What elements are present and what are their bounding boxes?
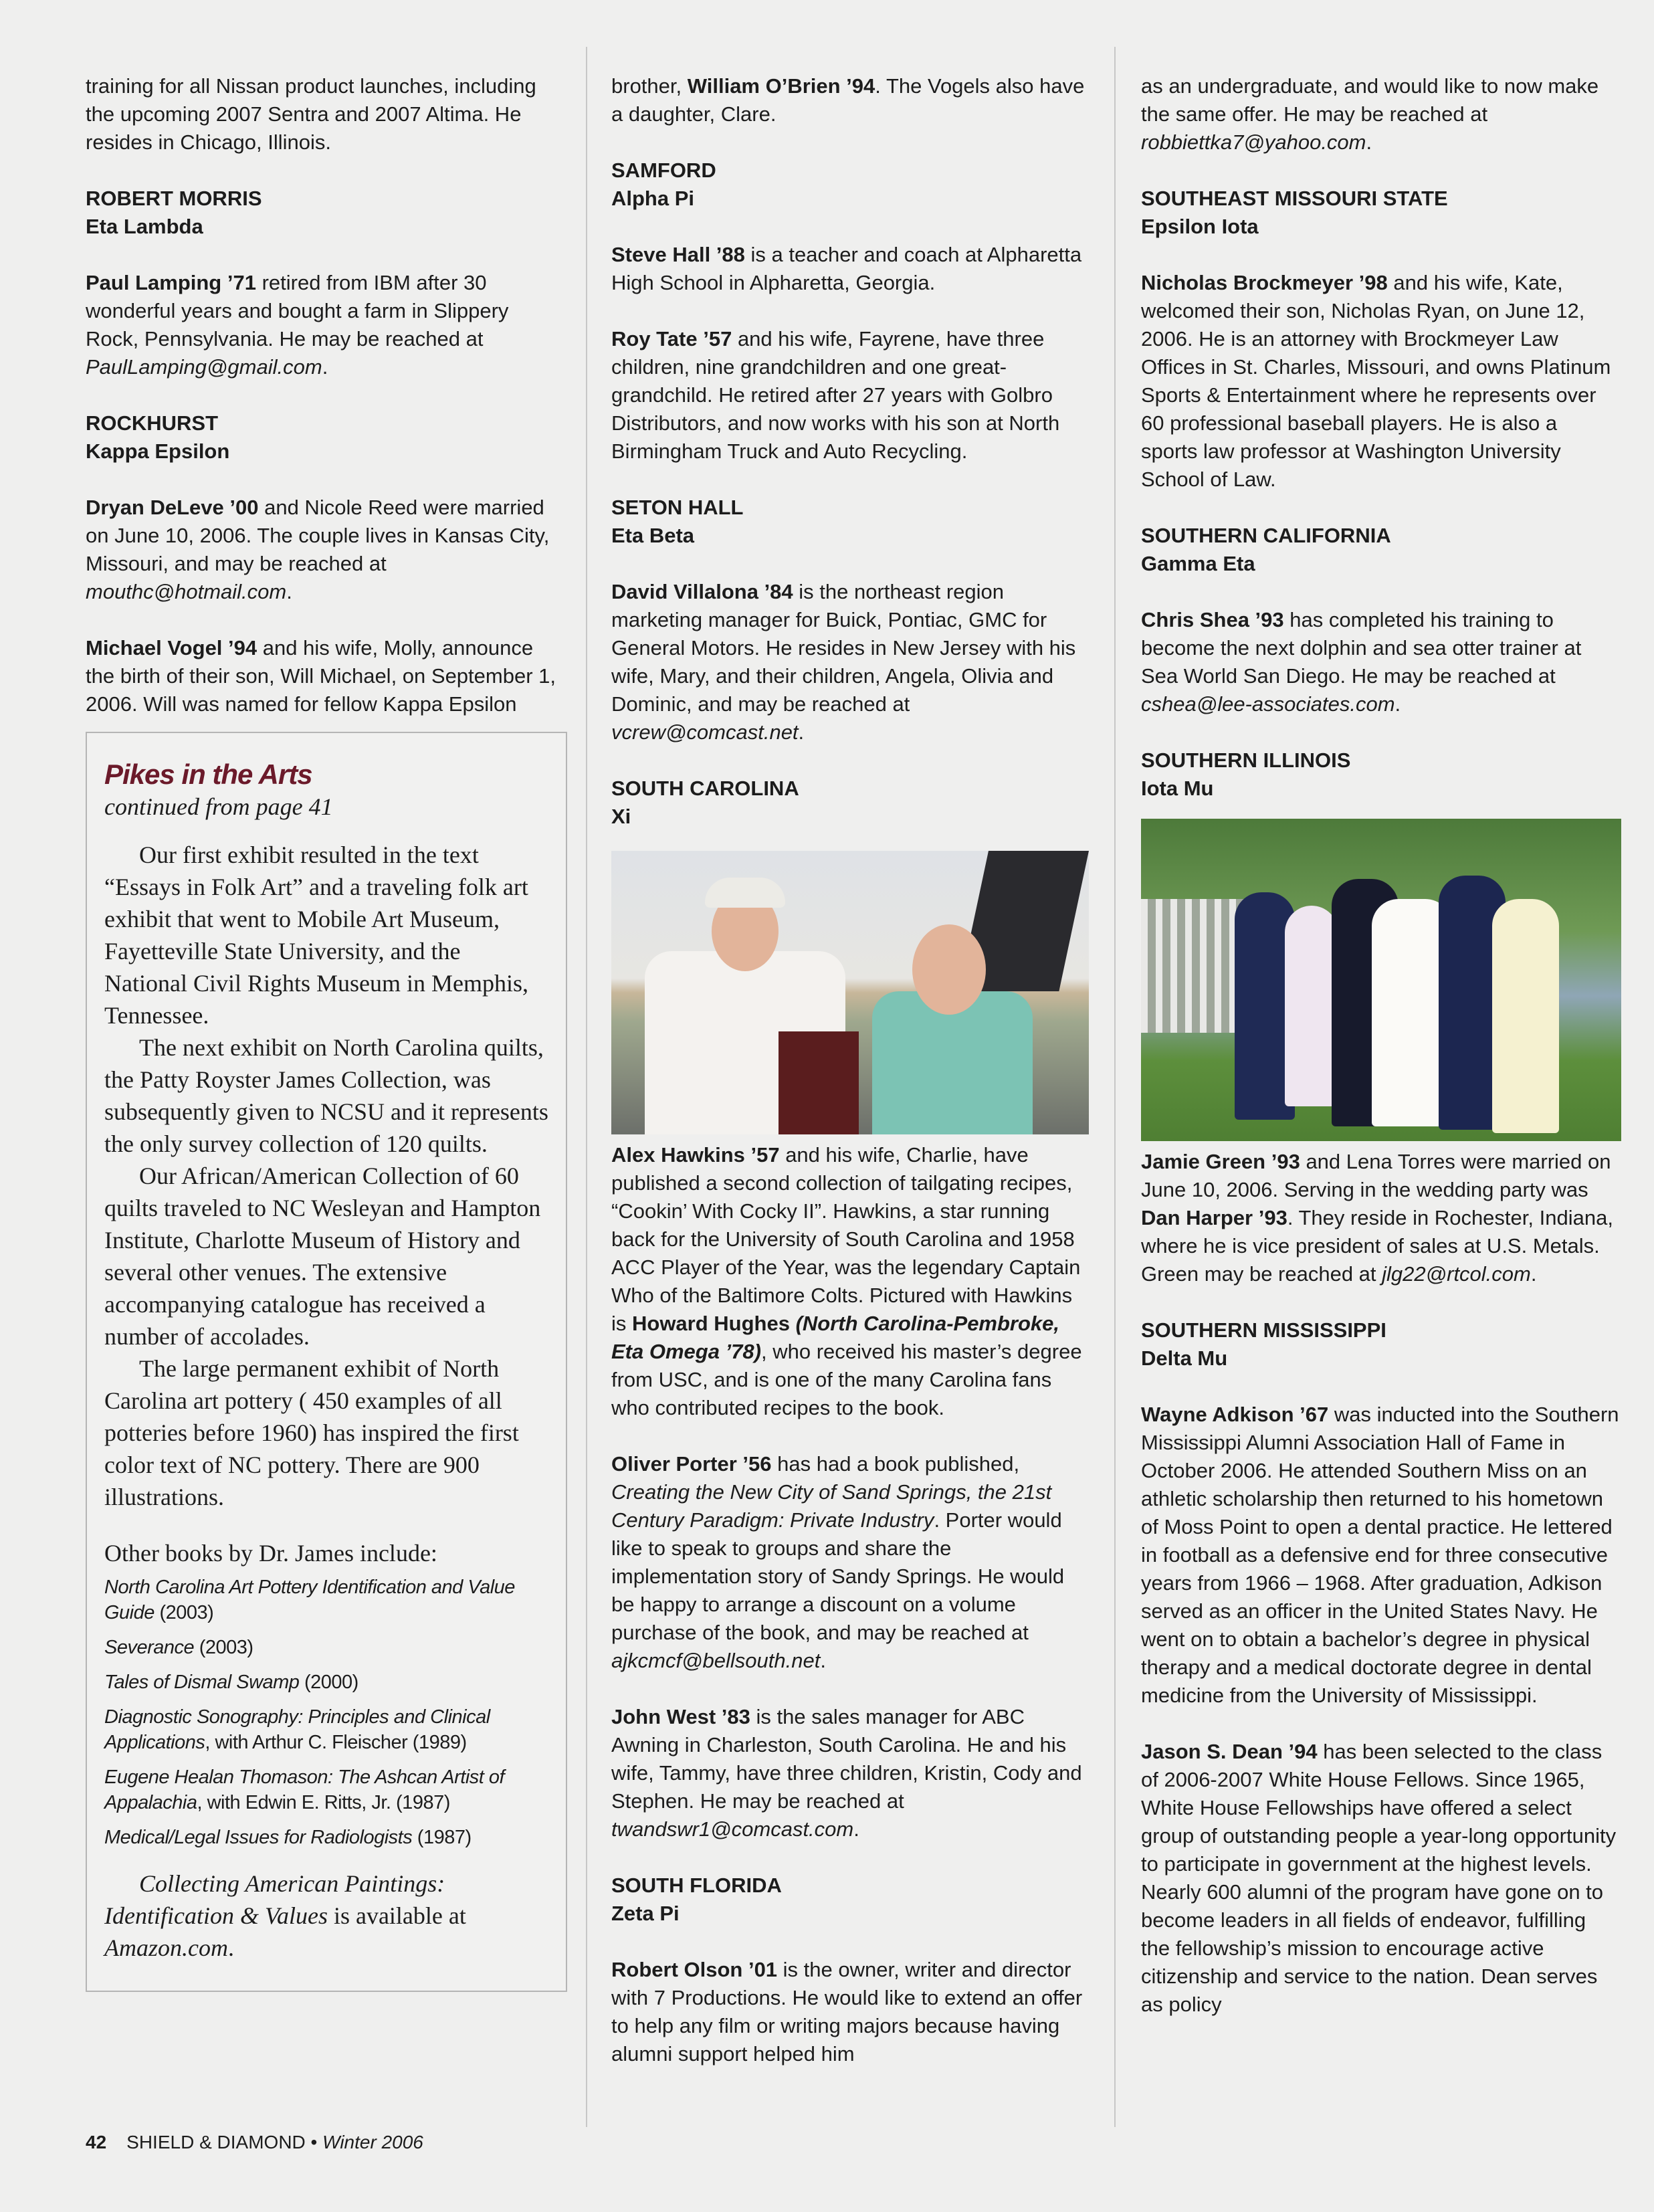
chapter-name: Kappa Epsilon xyxy=(86,439,230,463)
school-name: SOUTHERN CALIFORNIA xyxy=(1141,524,1391,547)
school-name: SOUTHERN MISSISSIPPI xyxy=(1141,1318,1386,1342)
alumni-note: Oliver Porter ’56 has had a book published, Creating the New City of Sand Springs, the 21st Century Paradigm: Private Industry. Porter would like to speak to groups and share the implementation story of Sandy Springs. He would be happy to arrange a discount on a volume purchase of the book, and may be reached at ajkcmcf@bellsouth.net. xyxy=(611,1452,1065,1672)
book-item: Medical/Legal Issues for Radiologists (1987) xyxy=(104,1827,472,1848)
book-item: North Carolina Art Pottery Identification and Value Guide (2003) xyxy=(104,1577,515,1623)
alumni-note: John West ’83 is the sales manager for ABC Awning in Charleston, South Carolina. He and his wife, Tammy, have three children, Kristin, Cody and Stephen. He may be reached at twandswr1@comcast.com. xyxy=(611,1705,1082,1841)
alumni-name: Dan Harper ’93 xyxy=(1141,1206,1287,1229)
column-divider xyxy=(1114,47,1116,2127)
chapter-name: Gamma Eta xyxy=(1141,552,1255,575)
school-name: SOUTH CAROLINA xyxy=(611,777,799,800)
sidebar-box xyxy=(86,732,567,1992)
bridesmaid xyxy=(1285,906,1338,1106)
chapter-name: Xi xyxy=(611,805,631,828)
school-name: SAMFORD xyxy=(611,159,716,182)
book-title: Creating the New City of Sand Springs, the 21st Century Paradigm: Private Industry xyxy=(611,1480,1052,1532)
school-name: SOUTHERN ILLINOIS xyxy=(1141,748,1351,772)
page-number: 42 xyxy=(86,2132,107,2152)
alumni-name: David Villalona ’84 xyxy=(611,580,793,603)
column-divider xyxy=(586,47,587,2127)
chapter-name: Zeta Pi xyxy=(611,1902,680,1925)
alumni-name: Michael Vogel ’94 xyxy=(86,636,257,660)
continuation-text: as an undergraduate, and would like to now make the same offer. He may be reached at robbiettka7@yahoo.com. xyxy=(1141,74,1599,154)
chapter-heading xyxy=(86,409,567,466)
chapter-heading xyxy=(1141,1316,1619,1373)
books-intro: Other books by Dr. James include: xyxy=(104,1540,437,1567)
email-link[interactable]: cshea@lee-associates.com xyxy=(1141,692,1395,716)
email-link[interactable]: mouthc@hotmail.com xyxy=(86,580,287,603)
email-link[interactable]: PaulLamping@gmail.com xyxy=(86,355,322,379)
alumni-name: Alex Hawkins ’57 xyxy=(611,1143,780,1167)
chapter-heading xyxy=(1141,746,1619,803)
alumni-name: Robert Olson ’01 xyxy=(611,1958,778,1981)
sidebar-paragraph: Our first exhibit resulted in the text “Essays in Folk Art” and a traveling folk art exhibit that went to Mobile Art Museum, Fayetteville State University, and the National Civil Rights Museum in Memphis, Tennessee. xyxy=(104,841,529,1029)
man-head xyxy=(912,924,986,1015)
school-name: ROCKHURST xyxy=(86,411,219,435)
alumni-name: Nicholas Brockmeyer ’98 xyxy=(1141,271,1388,294)
alumni-note: Michael Vogel ’94 and his wife, Molly, announce the birth of their son, Will Michael, on September 1, 2006. Will was named for fellow Kappa Epsilon xyxy=(86,636,556,716)
issue-date: Winter 2006 xyxy=(322,2132,423,2152)
chapter-heading xyxy=(1141,522,1619,578)
alumni-note: Nicholas Brockmeyer ’98 and his wife, Kate, welcomed their son, Nicholas Ryan, on June 12, 2006. He is an attorney with Brockmeyer Law Offices in St. Charles, Missouri, and owns Platinum Sports & Entertainment where he represents over 60 professional baseball players. He is also a sports law professor at Washington University School of Law. xyxy=(1141,271,1611,491)
alumni-note: Wayne Adkison ’67 was inducted into the Southern Mississippi Alumni Association Hall of Fame in October 2006. He attended Southern Miss on an athletic scholarship then returned to his hometown of Moss Point to open a dental practice. He lettered in football as a defensive end for three consecutive years from 1966 – 1968. After graduation, Adkison served as an officer in the United States Navy. He went on to obtain a bachelor’s degree in physical therapy and a medical doctorate degree in dental medicine from the University of Mississippi. xyxy=(1141,1403,1619,1707)
chapter-heading xyxy=(86,185,567,241)
alumni-name: Roy Tate ’57 xyxy=(611,327,732,350)
alumni-note: David Villalona ’84 is the northeast region marketing manager for Buick, Pontiac, GMC for General Motors. He resides in New Jersey with his wife, Mary, and their children, Angela, Olivia and Dominic, and may be reached at vcrew@comcast.net. xyxy=(611,580,1076,744)
chapter-name: Eta Lambda xyxy=(86,215,203,238)
chapter-heading xyxy=(611,775,1090,831)
chapter-heading xyxy=(1141,185,1619,241)
school-name: ROBERT MORRIS xyxy=(86,187,262,210)
sidebar-paragraph: The large permanent exhibit of North Carolina art pottery ( 450 examples of all potteries before 1960) has inspired the first color text of NC pottery. There are 900 illustrations. xyxy=(104,1355,519,1510)
chapter-heading xyxy=(611,157,1090,213)
email-link[interactable]: twandswr1@comcast.com xyxy=(611,1817,854,1841)
book-item: Severance (2003) xyxy=(104,1637,253,1658)
chapter-name: Iota Mu xyxy=(1141,777,1214,800)
alumni-note: Jamie Green ’93 and Lena Torres were married on June 10, 2006. Serving in the wedding party was Dan Harper ’93. They reside in Rochester, Indiana, where he is vice president of sales at U.S. Metals. Green may be reached at jlg22@rtcol.com. xyxy=(1141,1150,1613,1286)
alumni-note: Steve Hall ’88 is a teacher and coach at Alpharetta High School in Alpharetta, Georgia. xyxy=(611,243,1082,294)
alumni-name: Jamie Green ’93 xyxy=(1141,1150,1300,1173)
email-link[interactable]: ajkcmcf@bellsouth.net xyxy=(611,1649,821,1672)
amazon-link[interactable]: Amazon.com xyxy=(104,1934,228,1961)
alumni-note: Roy Tate ’57 and his wife, Fayrene, have three children, nine grandchildren and one great-grandchild. He retired after 27 years with Golbro Distributors, and now works with his son at North Birmingham Truck and Auto Recycling. xyxy=(611,327,1060,463)
alumni-name: Jason S. Dean ’94 xyxy=(1141,1740,1318,1763)
book-item: Eugene Healan Thomason: The Ashcan Artist of Appalachia, with Edwin E. Ritts, Jr. (1987) xyxy=(104,1767,505,1813)
cap-shape xyxy=(705,878,785,908)
left-column xyxy=(86,72,567,1992)
school-name: SETON HALL xyxy=(611,496,744,519)
email-link[interactable]: robbiettka7@yahoo.com xyxy=(1141,130,1366,154)
sidebar-title: Pikes in the Arts xyxy=(104,759,312,790)
school-name: SOUTH FLORIDA xyxy=(611,1874,782,1897)
alumni-name: Paul Lamping ’71 xyxy=(86,271,256,294)
alumni-note: Robert Olson ’01 is the owner, writer and director with 7 Productions. He would like to extend an offer to help any film or writing majors because having alumni support helped him xyxy=(611,1958,1083,2066)
chapter-heading xyxy=(611,494,1090,550)
right-column xyxy=(1141,72,1619,2047)
email-link[interactable]: jlg22@rtcol.com xyxy=(1382,1262,1531,1286)
alumni-name: William O’Brien ’94 xyxy=(687,74,875,98)
alumni-name: John West ’83 xyxy=(611,1705,750,1728)
continuation-text: training for all Nissan product launches, including the upcoming 2007 Sentra and 2007 Altima. He resides in Chicago, Illinois. xyxy=(86,74,536,154)
alumni-name: Oliver Porter ’56 xyxy=(611,1452,772,1476)
book-item: Diagnostic Sonography: Principles and Clinical Applications, with Arthur C. Fleischer (1989) xyxy=(104,1706,490,1753)
hawkins-photo xyxy=(611,851,1089,1134)
alumni-note: Dryan DeLeve ’00 and Nicole Reed were married on June 10, 2006. The couple lives in Kansas City, Missouri, and may be reached at mouthc@hotmail.com. xyxy=(86,496,550,603)
chapter-name: Alpha Pi xyxy=(611,187,695,210)
school-name: SOUTHEAST MISSOURI STATE xyxy=(1141,187,1448,210)
footer-separator: • xyxy=(305,2132,323,2152)
sidebar-closing: Collecting American Paintings: Identification & Values is available at Amazon.com. xyxy=(104,1870,466,1961)
alumni-name: Steve Hall ’88 xyxy=(611,243,745,266)
email-link[interactable]: vcrew@comcast.net xyxy=(611,720,799,744)
chapter-name: Delta Mu xyxy=(1141,1346,1228,1370)
continuation-text: brother, William O’Brien ’94. The Vogels also have a daughter, Clare. xyxy=(611,74,1085,126)
alumni-note: Paul Lamping ’71 retired from IBM after 30 wonderful years and bought a farm in Slippery Rock, Pennsylvania. He may be reached at PaulLamping@gmail.com. xyxy=(86,271,509,379)
chapter-heading xyxy=(611,1872,1090,1928)
cookbook-shape xyxy=(779,1031,859,1134)
bridesmaid xyxy=(1492,899,1559,1133)
alumni-name: Howard Hughes xyxy=(632,1312,790,1335)
alumni-name: Chris Shea ’93 xyxy=(1141,608,1284,631)
sidebar-paragraph: Our African/American Collection of 60 quilts traveled to NC Wesleyan and Hampton Institute, Charlotte Museum of History and several other venues. The extensive accompanying catalogue has received a number of accolades. xyxy=(104,1163,541,1350)
page-footer xyxy=(86,2131,423,2154)
sidebar-subtitle: continued from page 41 xyxy=(104,793,333,820)
publication-name: SHIELD & DIAMOND xyxy=(126,2132,306,2152)
chapter-name: Eta Beta xyxy=(611,524,695,547)
chapter-name: Epsilon Iota xyxy=(1141,215,1259,238)
book-item: Tales of Dismal Swamp (2000) xyxy=(104,1672,358,1693)
middle-column xyxy=(611,72,1090,2096)
wedding-photo xyxy=(1141,819,1621,1141)
alumni-name: Wayne Adkison ’67 xyxy=(1141,1403,1329,1426)
alumni-note: Jason S. Dean ’94 has been selected to the class of 2006-2007 White House Fellows. Since 1965, White House Fellowships have offered a select group of outstanding people a year-long opportunity to participate in government at the highest levels. Nearly 600 alumni of the program have gone on to become leaders in all fields of endeavor, fulfilling the fellowship’s mission to encourage active citizenship and service to the nation. Dean serves as policy xyxy=(1141,1740,1617,2016)
sidebar-paragraph: The next exhibit on North Carolina quilts, the Patty Royster James Collection, was subsequently given to NCSU and it represents the only survey collection of 120 quilts. xyxy=(104,1034,548,1157)
alumni-note: Alex Hawkins ’57 and his wife, Charlie, have published a second collection of tailgating recipes, “Cookin’ With Cocky II”. Hawkins, a star running back for the University of South Carolina and 1958 ACC Player of the Year, was the legendary Captain Who of the Baltimore Colts. Pictured with Hawkins is Howard Hughes (North Carolina-Pembroke, Eta Omega ’78), who received his master’s degree from USC, and is one of the many Carolina fans who contributed recipes to the book. xyxy=(611,1143,1082,1419)
alumni-note: Chris Shea ’93 has completed his training to become the next dolphin and sea otter trainer at Sea World San Diego. He may be reached at cshea@lee-associates.com. xyxy=(1141,608,1582,716)
alumni-name: Dryan DeLeve ’00 xyxy=(86,496,259,519)
